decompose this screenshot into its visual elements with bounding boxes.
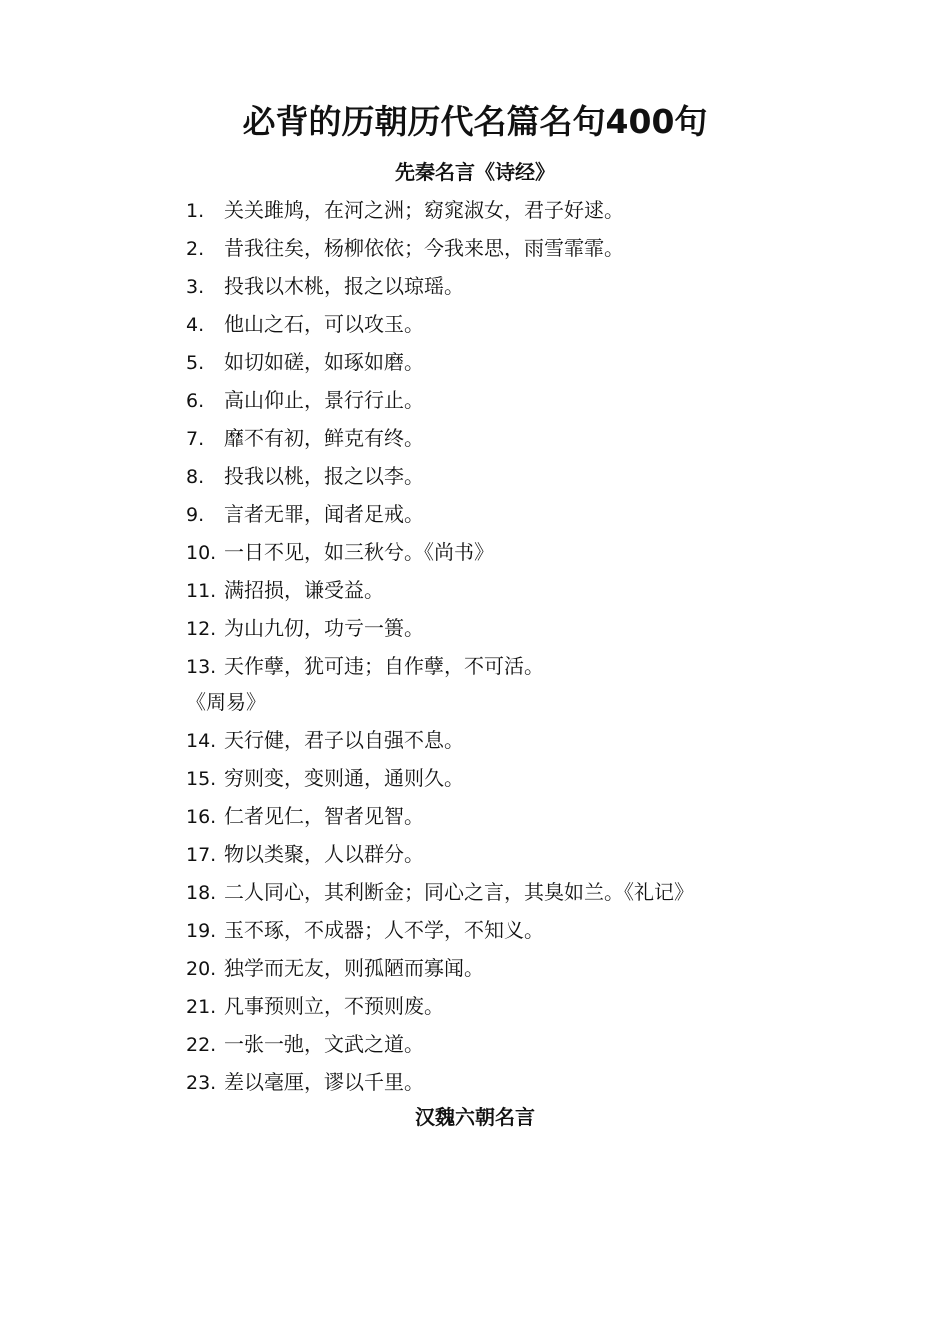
- item-text: 投我以木桃，报之以琼瑶。: [224, 274, 464, 298]
- item-text: 一张一弛，文武之道。: [224, 1032, 424, 1056]
- list-item: [186, 575, 384, 606]
- item-text: 靡不有初，鲜克有终。: [224, 426, 424, 450]
- item-number: 17.: [186, 844, 217, 866]
- item-number: 11.: [186, 580, 217, 602]
- list-item: [186, 461, 424, 492]
- list-item: [186, 423, 424, 454]
- list-item: [186, 915, 544, 946]
- item-number: 22.: [186, 1034, 217, 1056]
- list-item: [186, 271, 464, 302]
- list-item: [186, 1067, 424, 1098]
- item-text: 投我以桃，报之以李。: [224, 464, 424, 488]
- item-text: 差以毫厘，谬以千里。: [224, 1070, 424, 1094]
- list-item: [186, 347, 424, 378]
- item-number: 15.: [186, 768, 217, 790]
- item-number: 5.: [186, 352, 205, 374]
- list-item: [186, 991, 444, 1022]
- list-item: [186, 877, 694, 908]
- item-text: 凡事预则立，不预则废。: [224, 994, 444, 1018]
- item-text: 天作孽，犹可违；自作孽，不可活。: [224, 654, 544, 678]
- item-number: 1.: [186, 200, 205, 222]
- item-text: 他山之石，可以攻玉。: [224, 312, 424, 336]
- item-text: 为山九仞，功亏一篑。: [224, 616, 424, 640]
- list-item: [186, 651, 544, 682]
- item-number: 23.: [186, 1072, 217, 1094]
- item-number: 7.: [186, 428, 205, 450]
- page-title: 必背的历朝历代名篇名句400句: [242, 102, 708, 141]
- item-text: 关关雎鸠，在河之洲；窈窕淑女，君子好逑。: [224, 198, 624, 222]
- list-item: [186, 233, 624, 264]
- item-text: 物以类聚，人以群分。: [224, 842, 424, 866]
- list-item: [186, 953, 484, 984]
- list-item: [186, 725, 464, 756]
- item-number: 8.: [186, 466, 205, 488]
- section-heading-han-wei: 汉魏六朝名言: [415, 1105, 535, 1129]
- list-item: [186, 499, 424, 530]
- list-item: [186, 195, 624, 226]
- item-number: 13.: [186, 656, 217, 678]
- item-text: 昔我往矣，杨柳依依；今我来思，雨雪霏霏。: [224, 236, 624, 260]
- item-text: 如切如磋，如琢如磨。: [224, 350, 424, 374]
- item-number: 20.: [186, 958, 217, 980]
- list-item: [186, 385, 424, 416]
- item-number: 6.: [186, 390, 205, 412]
- item-text: 玉不琢，不成器；人不学，不知义。: [224, 918, 544, 942]
- section-heading-pre-qin: 先秦名言《诗经》: [395, 160, 555, 184]
- item-text: 高山仰止，景行行止。: [224, 388, 424, 412]
- item-text: 言者无罪，闻者足戒。: [224, 502, 424, 526]
- list-item: [186, 537, 494, 568]
- item-text: 二人同心，其利断金；同心之言，其臭如兰。《礼记》: [224, 880, 694, 904]
- item-number: 16.: [186, 806, 217, 828]
- item-number: 10.: [186, 542, 217, 564]
- list-item: [186, 1029, 424, 1060]
- item-number: 3.: [186, 276, 205, 298]
- item-number: 14.: [186, 730, 217, 752]
- list-item: [186, 801, 424, 832]
- item-number: 21.: [186, 996, 217, 1018]
- item-number: 18.: [186, 882, 217, 904]
- item-text: 仁者见仁，智者见智。: [224, 804, 424, 828]
- sub-heading-zhouyi: 《周易》: [186, 690, 266, 714]
- item-number: 9.: [186, 504, 205, 526]
- item-text: 天行健，君子以自强不息。: [224, 728, 464, 752]
- item-number: 2.: [186, 238, 205, 260]
- item-text: 穷则变，变则通，通则久。: [224, 766, 464, 790]
- item-text: 独学而无友，则孤陋而寡闻。: [224, 956, 484, 980]
- item-number: 12.: [186, 618, 217, 640]
- list-item: [186, 613, 424, 644]
- list-item: [186, 763, 464, 794]
- item-text: 满招损，谦受益。: [224, 578, 384, 602]
- item-text: 一日不见，如三秋兮。《尚书》: [224, 540, 494, 564]
- item-number: 19.: [186, 920, 217, 942]
- list-item: [186, 309, 424, 340]
- list-item: [186, 839, 424, 870]
- item-number: 4.: [186, 314, 205, 336]
